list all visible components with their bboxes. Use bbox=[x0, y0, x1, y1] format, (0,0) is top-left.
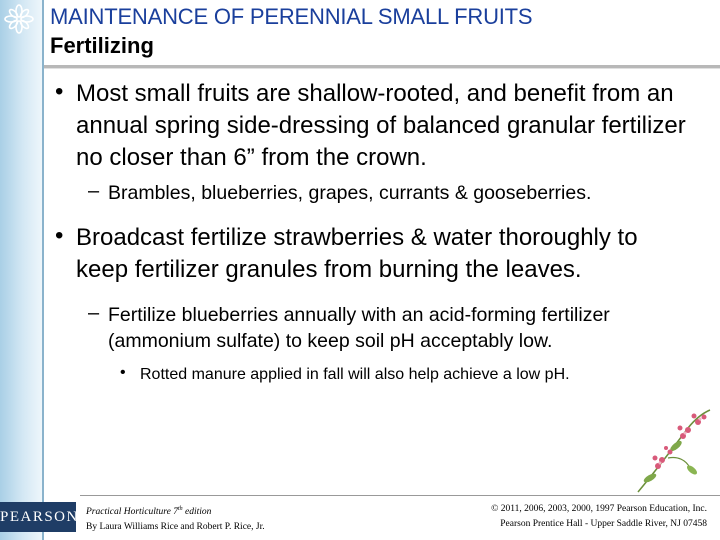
bullet-marker: • bbox=[55, 78, 64, 105]
bullet-1-text: Most small fruits are shallow-rooted, and benefit from an annual spring side-dressing of balanced granular fertilizer no closer than 6” from the crown. bbox=[76, 80, 686, 171]
book-authors: By Laura Williams Rice and Robert P. Rice, Jr. bbox=[86, 522, 265, 533]
slide-subtitle: Fertilizing bbox=[50, 33, 154, 58]
bullet-1-sub-text: Brambles, blueberries, grapes, currants & gooseberries. bbox=[108, 182, 592, 204]
copyright-text: © 2011, 2006, 2003, 2000, 1997 Pearson Education, Inc. bbox=[491, 504, 707, 514]
sub-bullet-marker: • bbox=[120, 364, 126, 381]
bullet-marker: • bbox=[55, 222, 64, 249]
flower-icon bbox=[4, 4, 34, 34]
left-accent-line bbox=[42, 0, 44, 540]
slide-title: MAINTENANCE OF PERENNIAL SMALL FRUITS bbox=[50, 4, 533, 29]
title-divider-shadow bbox=[44, 68, 720, 69]
bullet-2-text: Broadcast fertilize strawberries & water thoroughly to keep fertilizer granules from burning the leaves. bbox=[76, 224, 638, 283]
bullet-2-sub-text: Fertilize blueberries annually with an acid-forming fertilizer (ammonium sulfate) to keep soil pH acceptably low. bbox=[108, 304, 610, 352]
footer-divider bbox=[80, 495, 720, 496]
blueberry-plant-illustration bbox=[628, 408, 720, 494]
pearson-logo: PEARSON bbox=[0, 502, 76, 532]
bullet-2-subsub-text: Rotted manure applied in fall will also help achieve a low pH. bbox=[140, 366, 570, 383]
publisher-text: Pearson Prentice Hall - Upper Saddle River, NJ 07458 bbox=[500, 519, 707, 529]
footer-copyright-info bbox=[491, 502, 707, 532]
footer-book-info bbox=[86, 502, 265, 535]
dash-marker: – bbox=[88, 302, 100, 324]
dash-marker: – bbox=[88, 180, 100, 202]
left-accent-bar bbox=[0, 0, 42, 540]
book-title: Practical Horticulture 7th edition bbox=[86, 506, 212, 518]
